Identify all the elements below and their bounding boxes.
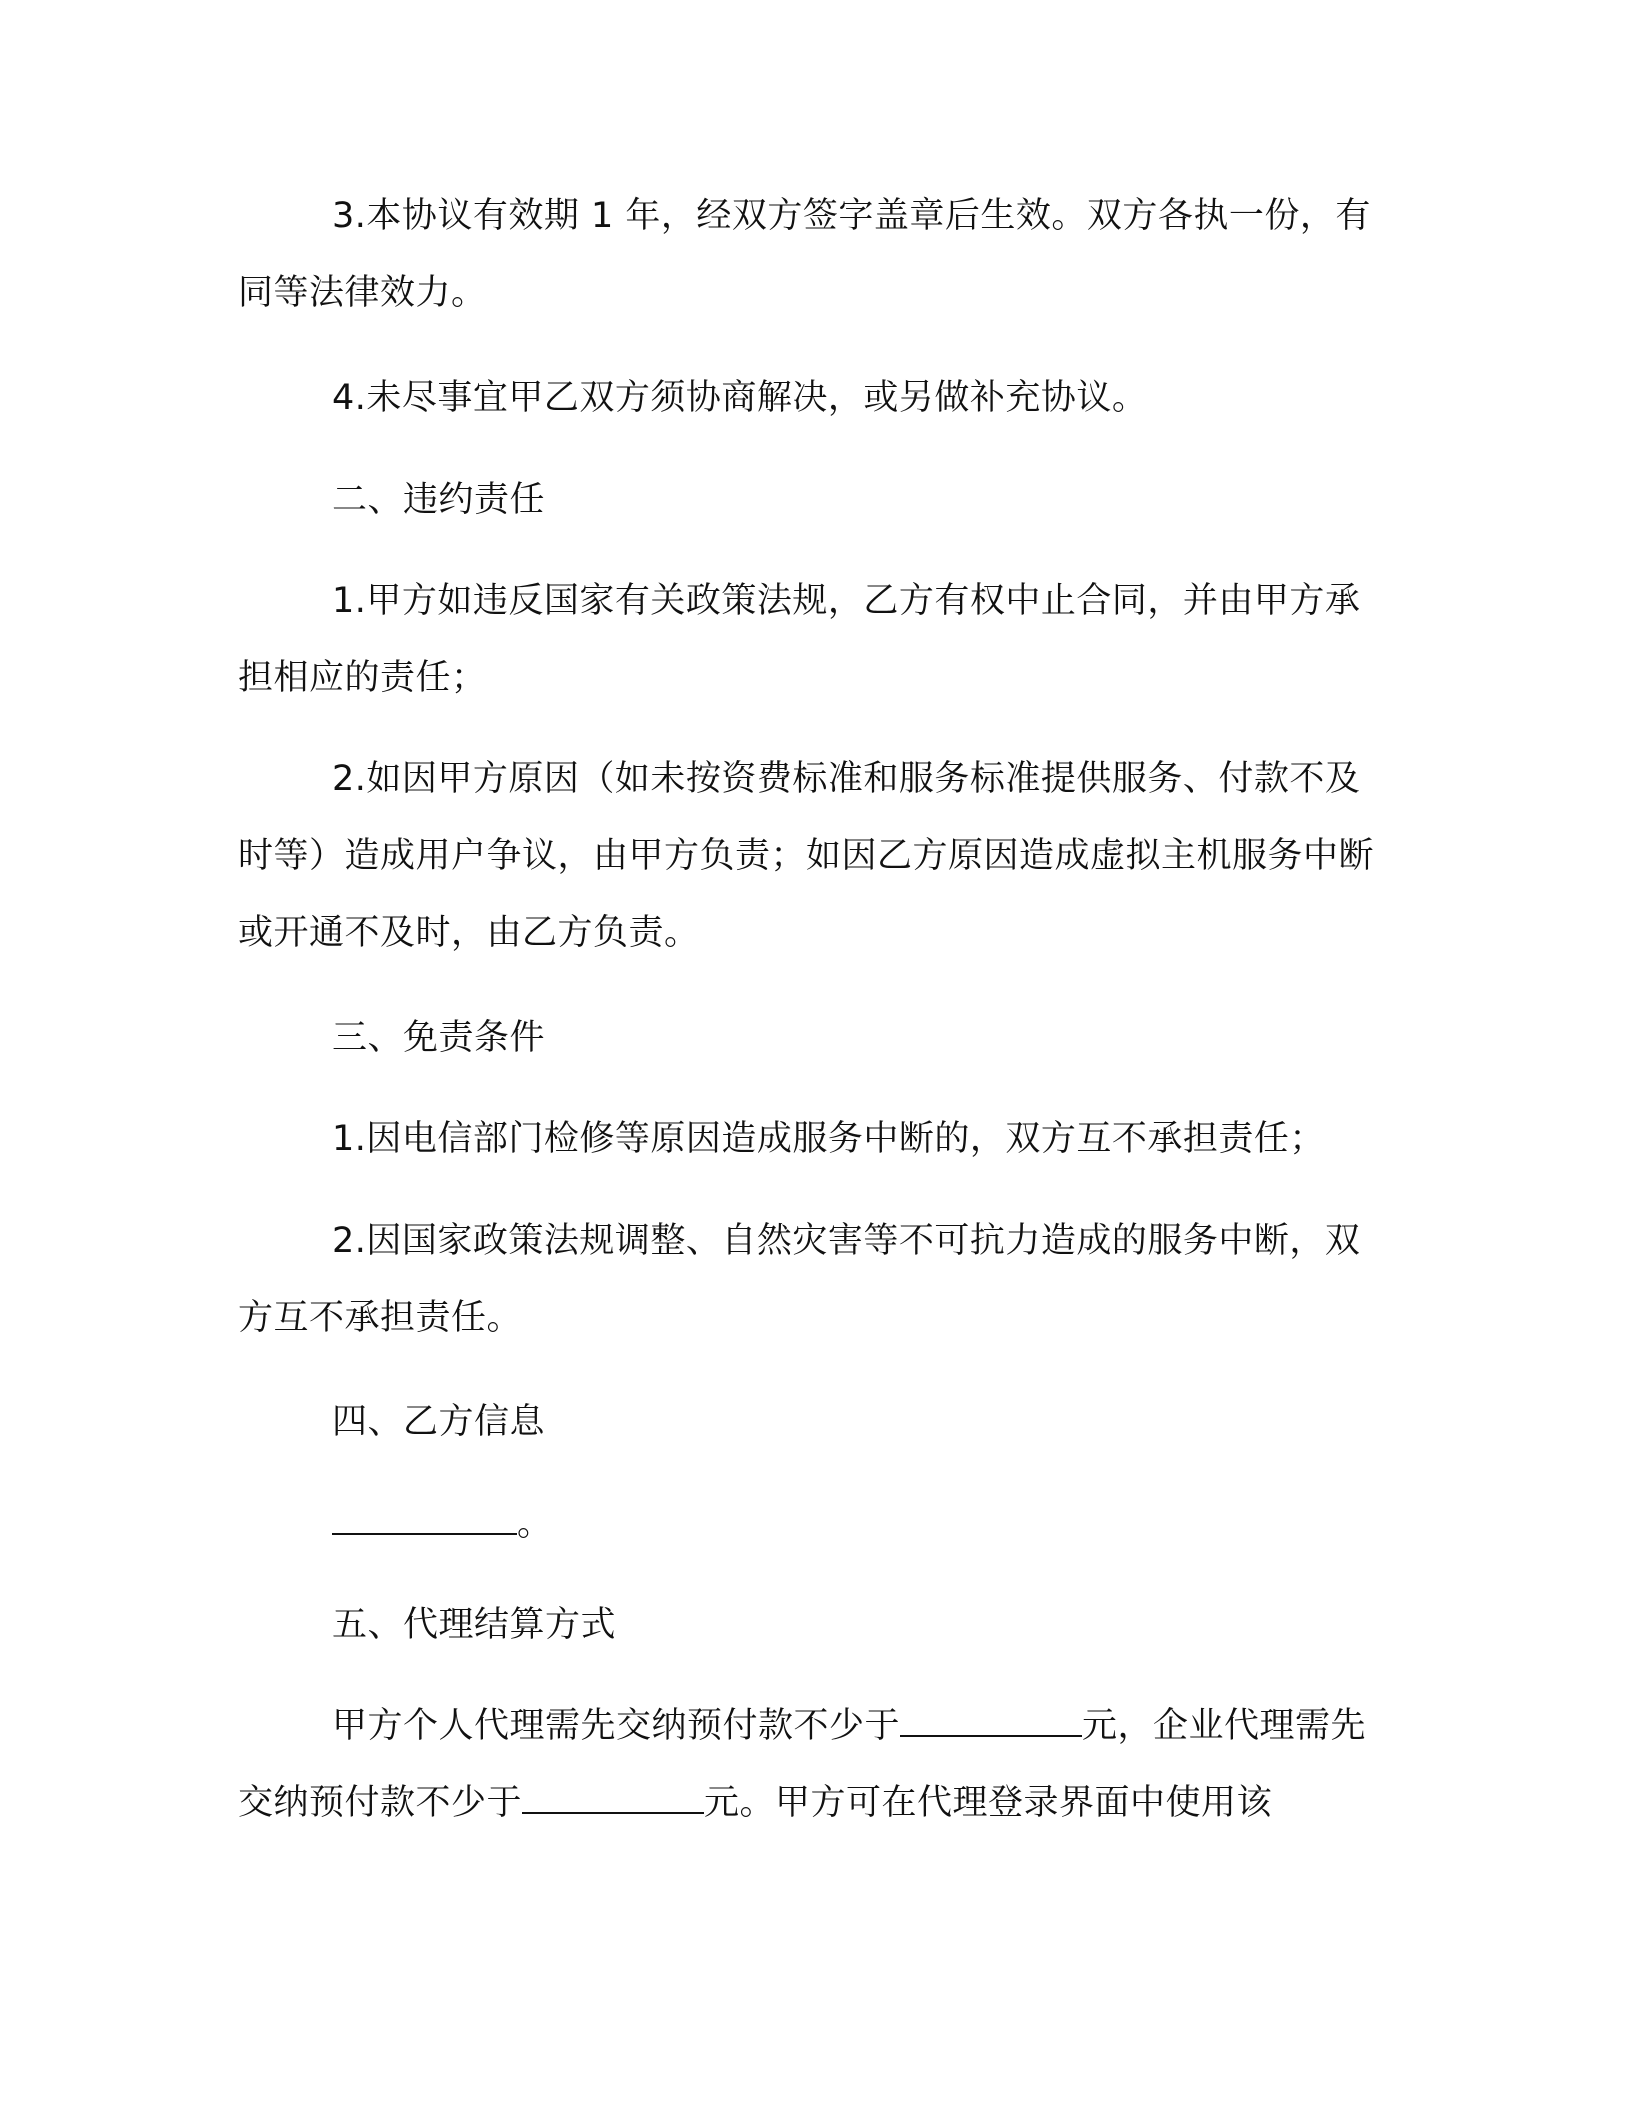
section-heading-settlement: 五、代理结算方式	[332, 1605, 617, 1645]
settlement-text-3: 元。甲方可在代理登录界面中使用该	[704, 1783, 1273, 1823]
paragraph-breach-2: 2.如因甲方原因（如未按资费标准和服务标准提供服务、付款不及时等）造成用户争议，由甲方负责；如因乙方原因造成虚拟主机服务中断或开通不及时，由乙方负责。	[238, 759, 1375, 953]
section-heading-exemption: 三、免责条件	[332, 1018, 546, 1058]
section-heading-party-b-info: 四、乙方信息	[332, 1402, 546, 1442]
paragraph-unresolved-matters: 4.未尽事宜甲乙双方须协商解决，或另做补充协议。	[332, 378, 1148, 418]
settlement-text-1: 甲方个人代理需先交纳预付款不少于	[332, 1706, 901, 1746]
paragraph-breach-1: 1.甲方如违反国家有关政策法规，乙方有权中止合同，并由甲方承担相应的责任；	[238, 581, 1361, 698]
enterprise-prepayment-blank[interactable]	[522, 1784, 704, 1814]
section-heading-breach: 二、违约责任	[332, 480, 546, 520]
paragraph-exemption-1: 1.因电信部门检修等原因造成服务中断的，双方互不承担责任；	[332, 1119, 1325, 1159]
period-mark: 。	[517, 1504, 553, 1544]
settlement-text-2: 元，企业代理需先交纳预付款不少于	[238, 1706, 1367, 1823]
paragraph-validity: 3.本协议有效期 1 年，经双方签字盖章后生效。双方各执一份，有同等法律效力。	[238, 196, 1371, 313]
paragraph-exemption-2: 2.因国家政策法规调整、自然灾害等不可抗力造成的服务中断，双方互不承担责任。	[238, 1221, 1361, 1338]
paragraph-settlement	[238, 1688, 1378, 1842]
individual-prepayment-blank[interactable]	[900, 1707, 1082, 1737]
fill-in-blank[interactable]	[332, 1505, 517, 1535]
paragraph-party-b-info-blank	[238, 1486, 1378, 1563]
